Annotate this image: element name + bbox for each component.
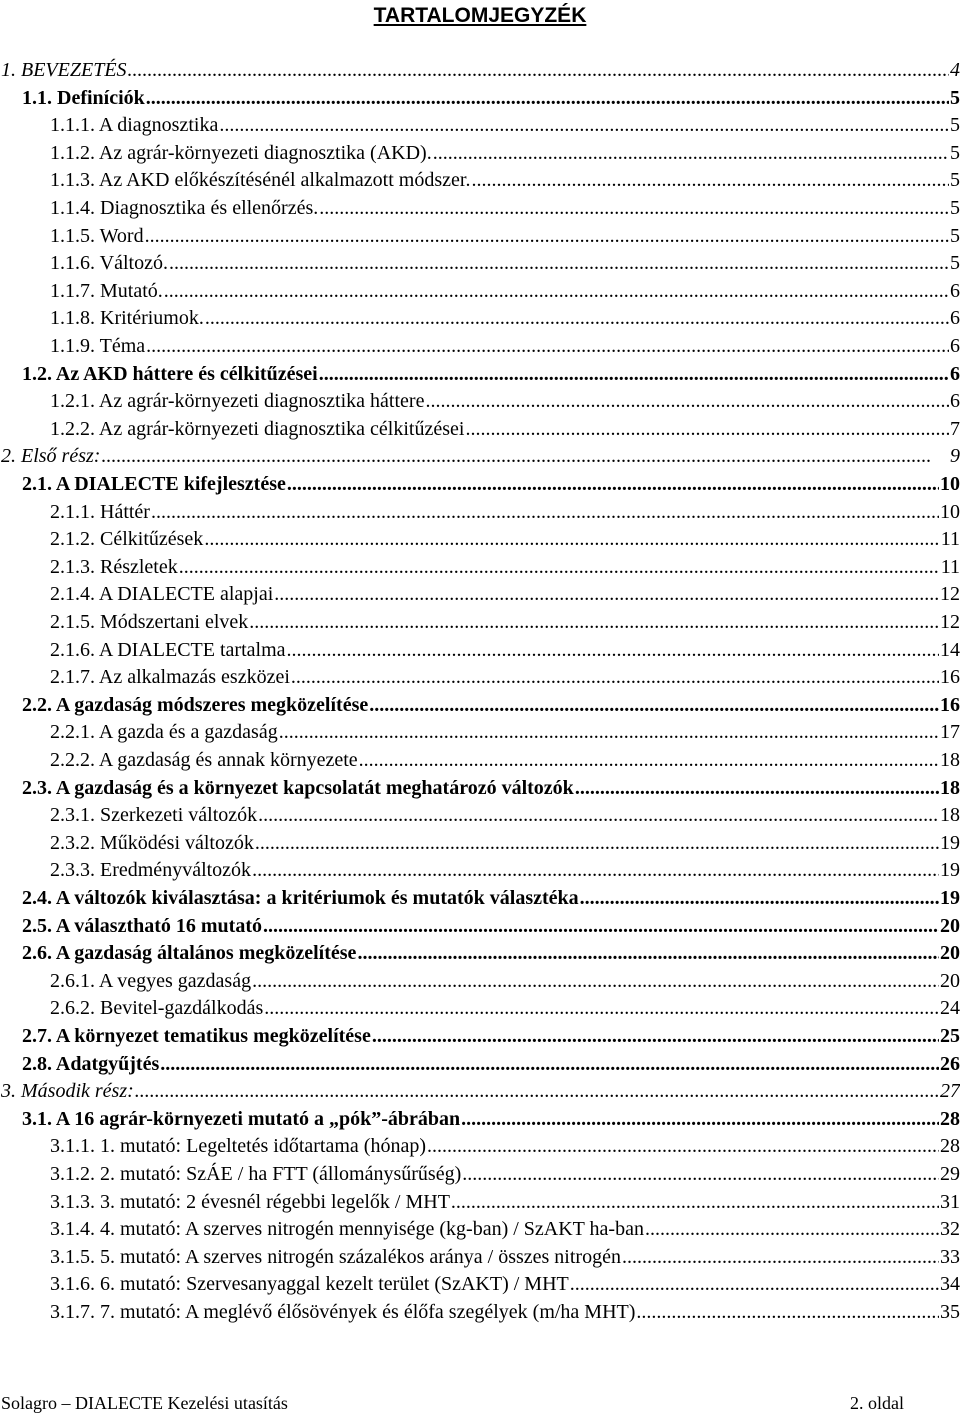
- toc-entry-page: 28: [940, 1135, 960, 1157]
- toc-entry-page: 19: [940, 887, 960, 909]
- toc-entry-page: 29: [940, 1163, 960, 1185]
- toc-entry-page: 33: [940, 1246, 960, 1268]
- toc-entry-title: 3.1. A 16 agrár-környezeti mutató a „pók”-ábrában: [22, 1108, 461, 1130]
- toc-entry-page: 24: [940, 997, 960, 1019]
- toc-entry[interactable]: [50, 305, 960, 332]
- toc-dot-leader: [465, 416, 949, 443]
- toc-dot-leader: [291, 664, 939, 691]
- toc-entry[interactable]: [50, 112, 960, 139]
- footer-document-name: Solagro – DIALECTE Kezelési utasítás: [1, 1393, 288, 1413]
- toc-entry-title: 1.1. Definíciók: [22, 87, 145, 109]
- toc-dot-leader: [372, 1023, 939, 1050]
- toc-entry-title: 3.1.3. 3. mutató: 2 évesnél régebbi legelők / MHT: [50, 1191, 450, 1213]
- toc-entry-page: 10: [940, 501, 960, 523]
- toc-entry-title: 1.1.1. A diagnosztika: [50, 114, 219, 136]
- toc-dot-leader: [263, 913, 939, 940]
- toc-entry-page: 19: [940, 832, 960, 854]
- toc-dot-leader: [151, 499, 939, 526]
- toc-entry[interactable]: [50, 388, 960, 415]
- toc-entry-page: 5: [950, 114, 960, 136]
- toc-entry-title: 2.3.1. Szerkezeti változók: [50, 804, 258, 826]
- page-title: TARTALOMJEGYZÉK: [373, 4, 587, 27]
- toc-entry-title: 2.1.6. A DIALECTE tartalma: [50, 639, 286, 661]
- toc-entry[interactable]: [50, 1216, 960, 1243]
- toc-dot-leader: [580, 885, 939, 912]
- toc-dot-leader: [179, 554, 940, 581]
- toc-entry-title: 1.1.2. Az agrár-környezeti diagnosztika (AKD).: [50, 142, 432, 164]
- toc-entry-title: 3.1.1. 1. mutató: Legeltetés időtartama (hónap): [50, 1135, 426, 1157]
- toc-entry-page: 5: [950, 87, 960, 109]
- toc-dot-leader: [357, 940, 939, 967]
- toc-entry-page: 5: [950, 169, 960, 191]
- toc-entry-page: 7: [950, 418, 960, 440]
- toc-entry[interactable]: [22, 1023, 960, 1050]
- toc-entry-title: 1.2. Az AKD háttere és célkitűzései: [22, 363, 318, 385]
- toc-entry-title: 2.3. A gazdaság és a környezet kapcsolatát meghatározó változók: [22, 777, 574, 799]
- toc-entry-title: 2.3.2. Működési változók: [50, 832, 254, 854]
- toc-entry-page: 32: [940, 1218, 960, 1240]
- toc-entry-page: 28: [940, 1108, 960, 1130]
- toc-dot-leader: [135, 1078, 939, 1105]
- toc-entry[interactable]: [22, 361, 960, 388]
- toc-entry[interactable]: [50, 333, 960, 360]
- toc-dot-leader: [636, 1299, 939, 1326]
- toc-dot-leader: [427, 1133, 939, 1160]
- toc-dot-leader: [219, 112, 949, 139]
- toc-entry-page: 11: [940, 556, 960, 578]
- toc-dot-leader: [204, 526, 939, 553]
- toc-entry-page: 6: [950, 307, 960, 329]
- toc-entry-page: 6: [950, 335, 960, 357]
- toc-entry-page: 34: [940, 1273, 960, 1295]
- toc-entry-page: 6: [950, 390, 960, 412]
- toc-dot-leader: [146, 85, 949, 112]
- toc-entry-page: 18: [940, 804, 960, 826]
- toc-entry-title: 3.1.7. 7. mutató: A meglévő élősövények és élőfa szegélyek (m/ha MHT): [50, 1301, 636, 1323]
- toc-entry[interactable]: [50, 416, 960, 443]
- toc-entry-title: 2. Első rész:: [1, 445, 101, 467]
- toc-entry[interactable]: [50, 719, 960, 746]
- toc-entry-title: 3. Második rész:: [1, 1080, 134, 1102]
- toc-entry[interactable]: [50, 581, 960, 608]
- toc-entry-page: 5: [950, 197, 960, 219]
- toc-dot-leader: [146, 333, 949, 360]
- toc-entry[interactable]: [22, 885, 960, 912]
- toc-entry[interactable]: [22, 471, 960, 498]
- toc-entry-page: 31: [940, 1191, 960, 1213]
- toc-entry-title: 2.2. A gazdaság módszeres megközelítése: [22, 694, 369, 716]
- toc-entry-title: 2.1.1. Háttér: [50, 501, 150, 523]
- toc-entry-page: 12: [940, 583, 960, 605]
- toc-dot-leader: [252, 968, 939, 995]
- toc-dot-leader: [164, 278, 949, 305]
- toc-dot-leader: [462, 1161, 939, 1188]
- toc-dot-leader: [319, 195, 949, 222]
- toc-dot-leader: [451, 1189, 939, 1216]
- toc-dot-leader: [622, 1244, 939, 1271]
- toc-dot-leader: [205, 305, 949, 332]
- toc-entry[interactable]: [22, 775, 960, 802]
- toc-entry-title: 2.6. A gazdaság általános megközelítése: [22, 942, 357, 964]
- toc-dot-leader: [575, 775, 939, 802]
- toc-entry[interactable]: [50, 1271, 960, 1298]
- toc-entry[interactable]: [50, 995, 960, 1022]
- toc-entry[interactable]: [50, 664, 960, 691]
- toc-entry-page: 9: [950, 445, 960, 467]
- toc-entry-title: 3.1.2. 2. mutató: SzÁE / ha FTT (állománysűrűség): [50, 1163, 462, 1185]
- toc-dot-leader: [258, 802, 939, 829]
- toc-entry-title: 1.1.9. Téma: [50, 335, 146, 357]
- toc-dot-leader: [252, 857, 939, 884]
- toc-entry-page: 14: [940, 639, 960, 661]
- toc-entry[interactable]: [22, 1051, 960, 1078]
- toc-entry[interactable]: [50, 526, 960, 553]
- toc-entry-title: 3.1.4. 4. mutató: A szerves nitrogén mennyisége (kg-ban) / SzAKT ha-ban: [50, 1218, 644, 1240]
- toc-entry-page: 17: [940, 721, 960, 743]
- toc-dot-leader: [264, 995, 939, 1022]
- toc-entry-title: 1.1.6. Változó.: [50, 252, 168, 274]
- toc-entry-page: 10: [940, 473, 960, 495]
- toc-entry-title: 1. BEVEZETÉS: [1, 59, 127, 81]
- toc-entry[interactable]: [50, 1133, 960, 1160]
- toc-dot-leader: [359, 747, 939, 774]
- toc-entry-title: 1.1.5. Word: [50, 225, 144, 247]
- toc-entry-title: 2.1.5. Módszertani elvek: [50, 611, 249, 633]
- toc-dot-leader: [255, 830, 939, 857]
- toc-entry-title: 2.7. A környezet tematikus megközelítése: [22, 1025, 371, 1047]
- toc-dot-leader: [433, 140, 949, 167]
- toc-entry-page: 16: [940, 666, 960, 688]
- toc-entry-title: 2.8. Adatgyűjtés: [22, 1053, 160, 1075]
- toc-dot-leader: [101, 443, 949, 470]
- toc-entry-page: 6: [950, 363, 960, 385]
- toc-dot-leader: [160, 1051, 939, 1078]
- toc-entry[interactable]: [50, 278, 960, 305]
- toc-entry[interactable]: [22, 692, 960, 719]
- toc-entry[interactable]: [22, 940, 960, 967]
- toc-entry[interactable]: [50, 250, 960, 277]
- toc-dot-leader: [279, 719, 939, 746]
- toc-dot-leader: [169, 250, 949, 277]
- toc-dot-leader: [145, 223, 949, 250]
- toc-entry-page: 6: [950, 280, 960, 302]
- toc-entry-title: 2.1.4. A DIALECTE alapjai: [50, 583, 274, 605]
- toc-entry-page: 20: [940, 942, 960, 964]
- toc-entry-title: 1.2.1. Az agrár-környezeti diagnosztika háttere: [50, 390, 425, 412]
- toc-entry-title: 2.2.1. A gazda és a gazdaság: [50, 721, 278, 743]
- toc-entry[interactable]: [1, 443, 960, 470]
- toc-entry[interactable]: [1, 57, 960, 84]
- toc-dot-leader: [287, 471, 939, 498]
- toc-dot-leader: [128, 57, 949, 84]
- toc-dot-leader: [471, 167, 949, 194]
- toc-entry[interactable]: [1, 1078, 960, 1105]
- toc-entry-title: 1.1.8. Kritériumok.: [50, 307, 204, 329]
- toc-entry[interactable]: [50, 223, 960, 250]
- toc-entry-title: 2.2.2. A gazdaság és annak környezete: [50, 749, 358, 771]
- toc-entry[interactable]: [50, 167, 960, 194]
- toc-dot-leader: [274, 581, 939, 608]
- toc-dot-leader: [319, 361, 949, 388]
- toc-entry-title: 2.5. A választható 16 mutató: [22, 915, 262, 937]
- toc-entry-title: 2.1.7. Az alkalmazás eszközei: [50, 666, 290, 688]
- toc-entry-title: 1.1.4. Diagnosztika és ellenőrzés.: [50, 197, 319, 219]
- toc-entry-page: 19: [940, 859, 960, 881]
- toc-dot-leader: [645, 1216, 939, 1243]
- toc-entry[interactable]: [50, 1244, 960, 1271]
- toc-entry-page: 18: [940, 749, 960, 771]
- toc-entry-page: 20: [940, 970, 960, 992]
- toc-entry-page: 12: [940, 611, 960, 633]
- toc-entry[interactable]: [50, 1299, 960, 1326]
- toc-entry-page: 5: [950, 225, 960, 247]
- toc-dot-leader: [287, 637, 939, 664]
- toc-entry-title: 2.4. A változók kiválasztása: a kritériumok és mutatók választéka: [22, 887, 579, 909]
- toc-entry-page: 5: [950, 142, 960, 164]
- toc-entry[interactable]: [22, 913, 960, 940]
- toc-entry[interactable]: [50, 1161, 960, 1188]
- toc-entry[interactable]: [22, 1106, 960, 1133]
- toc-entry[interactable]: [50, 554, 960, 581]
- toc-entry-title: 2.6.1. A vegyes gazdaság: [50, 970, 252, 992]
- toc-entry[interactable]: [50, 747, 960, 774]
- toc-entry[interactable]: [50, 140, 960, 167]
- toc-dot-leader: [425, 388, 949, 415]
- toc-entry[interactable]: [50, 499, 960, 526]
- toc-entry-title: 2.1.2. Célkitűzések: [50, 528, 204, 550]
- toc-entry-title: 3.1.5. 5. mutató: A szerves nitrogén százalékos aránya / összes nitrogén: [50, 1246, 621, 1268]
- toc-entry[interactable]: [50, 802, 960, 829]
- toc-entry-title: 1.1.7. Mutató.: [50, 280, 163, 302]
- toc-entry-page: 20: [940, 915, 960, 937]
- toc-entry-page: 4: [950, 59, 960, 81]
- toc-entry-title: 1.1.3. Az AKD előkészítésénél alkalmazott módszer.: [50, 169, 471, 191]
- toc-entry-page: 25: [940, 1025, 960, 1047]
- toc-entry-title: 3.1.6. 6. mutató: Szervesanyaggal kezelt terület (SzAKT) / MHT: [50, 1273, 569, 1295]
- toc-dot-leader: [249, 609, 939, 636]
- toc-entry-page: 11: [940, 528, 960, 550]
- toc-entry-title: 2.3.3. Eredményváltozók: [50, 859, 252, 881]
- toc-entry-title: 2.1.3. Részletek: [50, 556, 178, 578]
- toc-entry[interactable]: [50, 195, 960, 222]
- toc-entry-title: 2.6.2. Bevitel-gazdálkodás: [50, 997, 264, 1019]
- toc-entry-page: 27: [940, 1080, 960, 1102]
- toc-entry-page: 5: [950, 252, 960, 274]
- toc-entry[interactable]: [50, 968, 960, 995]
- toc-entry-page: 26: [940, 1053, 960, 1075]
- toc-entry[interactable]: [50, 857, 960, 884]
- toc-dot-leader: [369, 692, 939, 719]
- toc-entry[interactable]: [50, 830, 960, 857]
- toc-entry-page: 16: [940, 694, 960, 716]
- toc-entry-page: 35: [940, 1301, 960, 1323]
- toc-entry-title: 1.2.2. Az agrár-környezeti diagnosztika célkitűzései: [50, 418, 465, 440]
- toc-entry[interactable]: [50, 637, 960, 664]
- toc-dot-leader: [570, 1271, 939, 1298]
- toc-entry-title: 2.1. A DIALECTE kifejlesztése: [22, 473, 286, 495]
- footer-page-number: 2. oldal: [850, 1393, 904, 1413]
- toc-entry[interactable]: [50, 609, 960, 636]
- toc-entry[interactable]: [22, 85, 960, 112]
- toc-entry-page: 18: [940, 777, 960, 799]
- toc-entry[interactable]: [50, 1189, 960, 1216]
- toc-dot-leader: [461, 1106, 939, 1133]
